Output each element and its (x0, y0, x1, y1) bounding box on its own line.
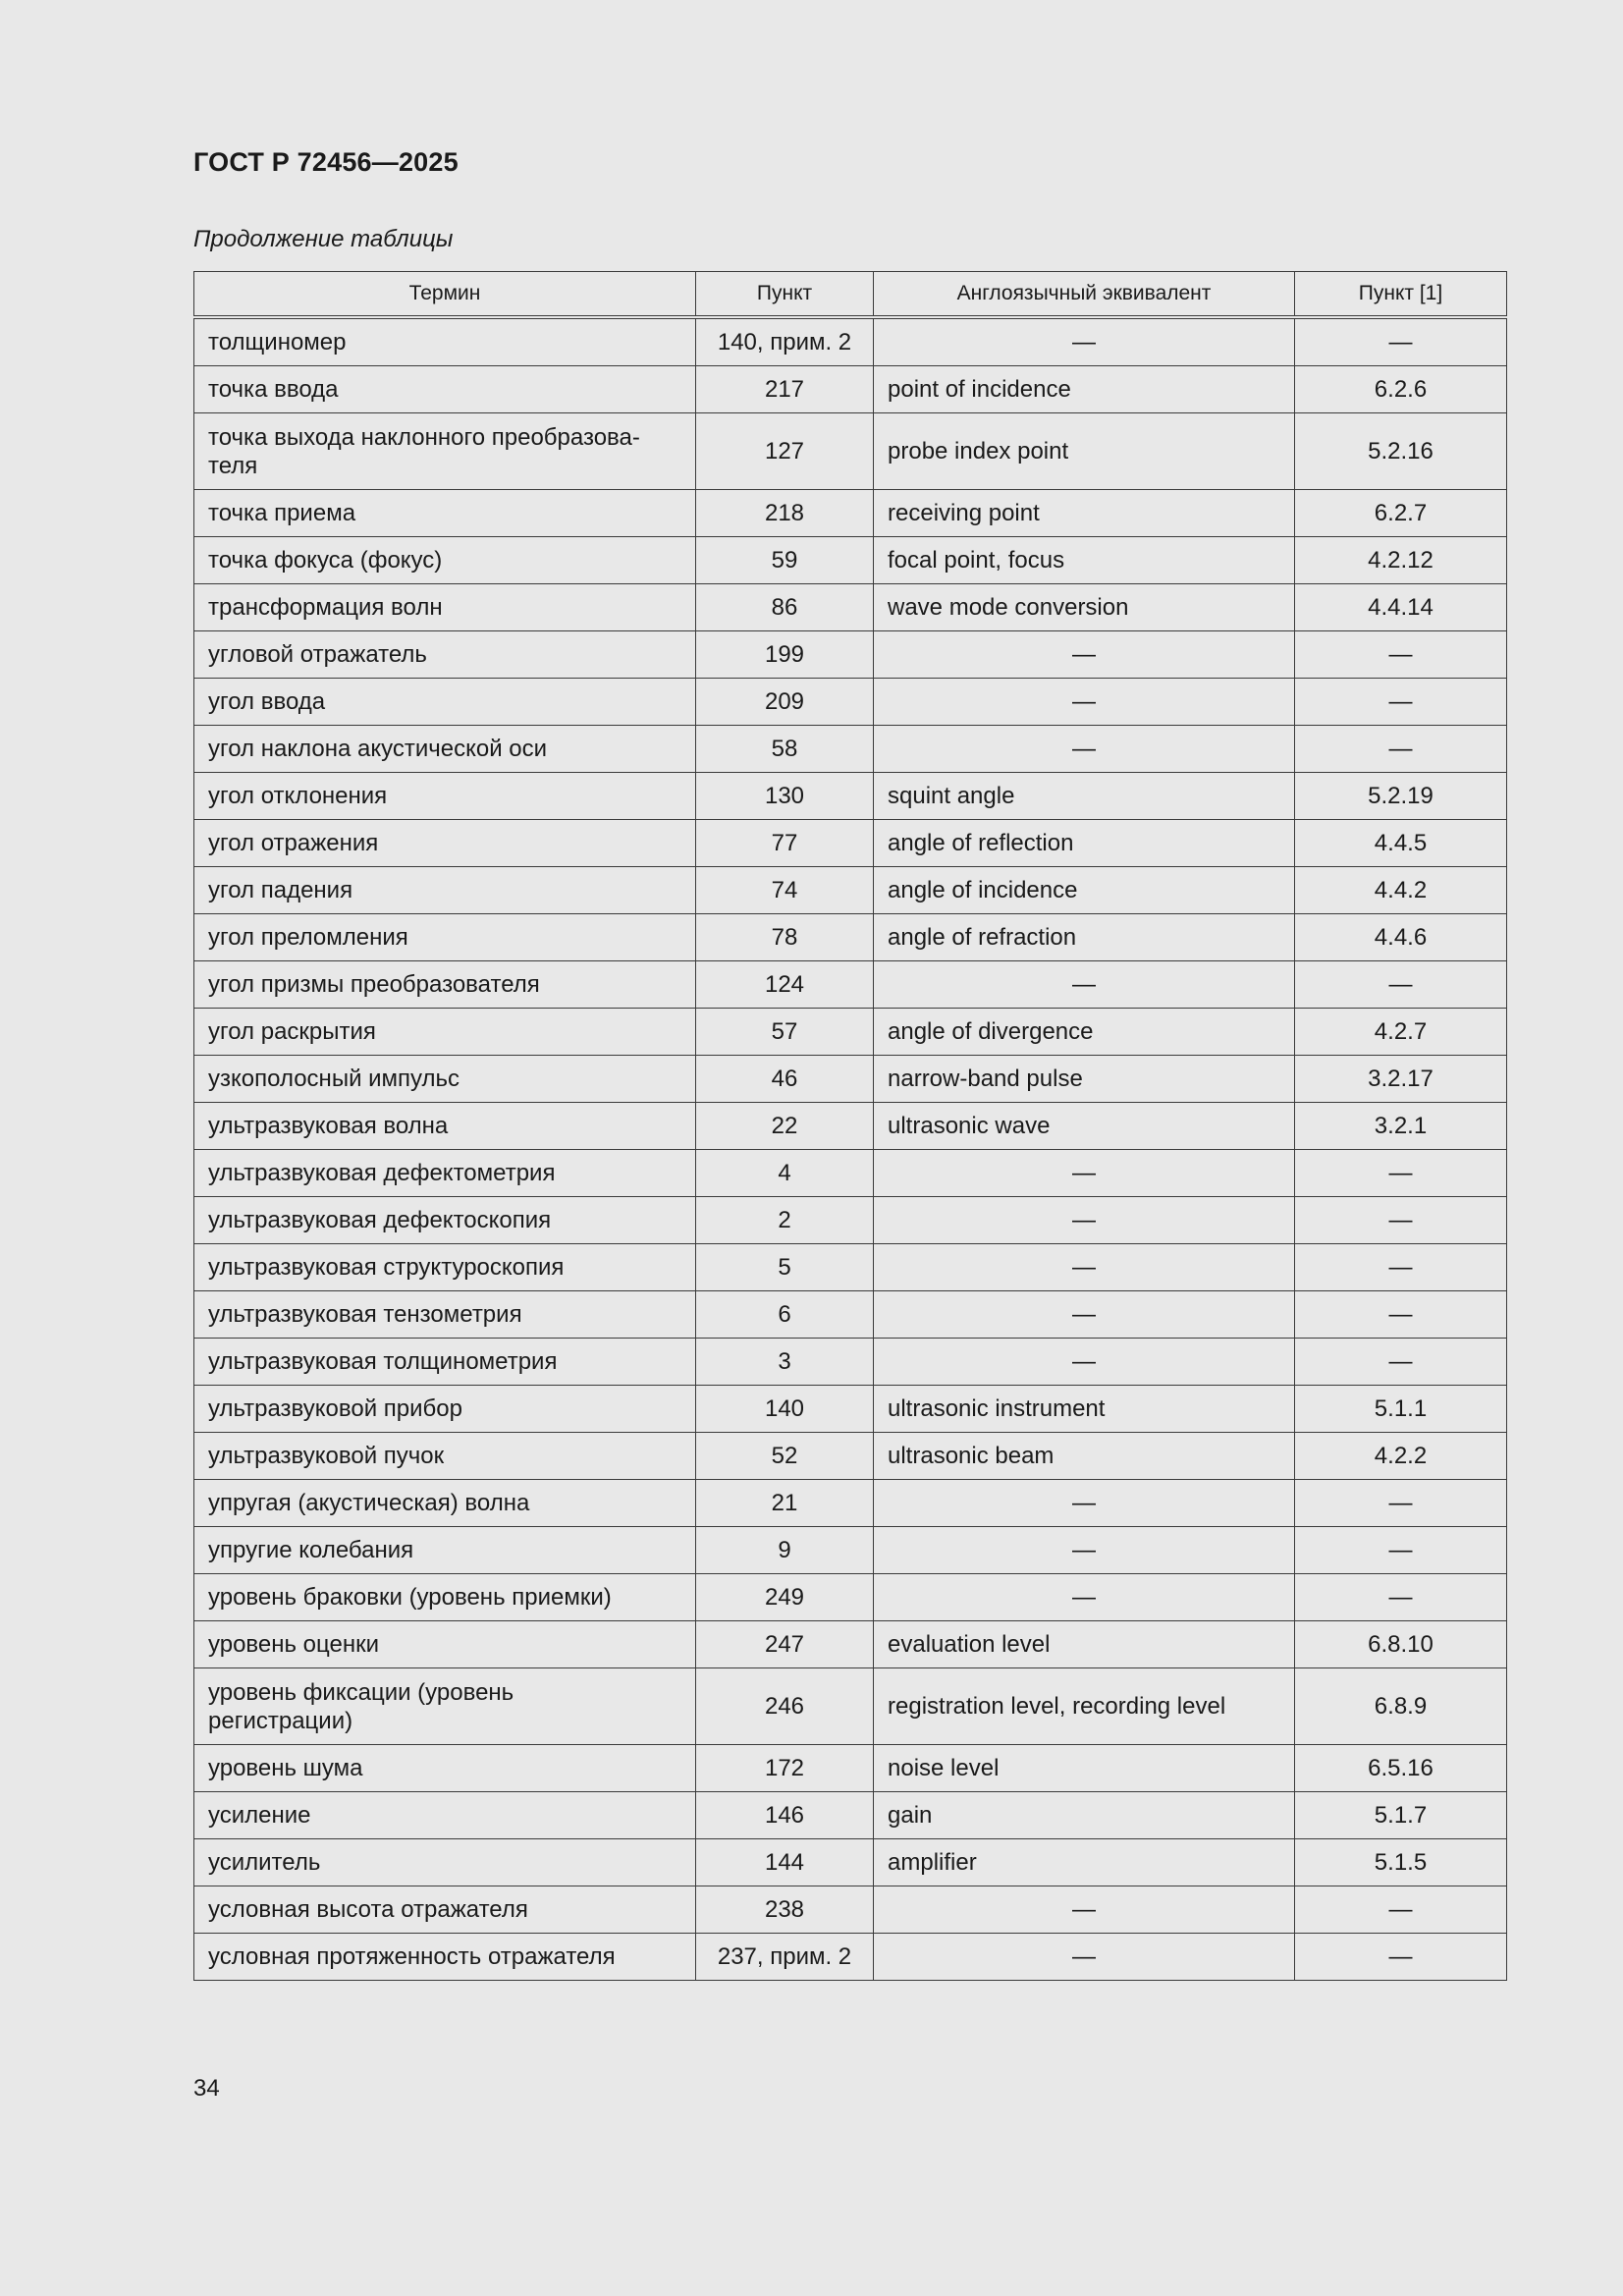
column-header-clause: Пункт (696, 272, 874, 318)
clause-cell: 209 (696, 679, 874, 726)
term-cell: толщиномер (194, 317, 696, 366)
term-cell: угол преломления (194, 914, 696, 961)
clause-cell: 127 (696, 413, 874, 490)
english-equivalent-cell: angle of incidence (874, 867, 1295, 914)
reference-clause-cell: — (1295, 961, 1507, 1009)
table-row (194, 1745, 1507, 1792)
table-row (194, 537, 1507, 584)
term-cell: условная высота отражателя (194, 1886, 696, 1934)
table-row (194, 490, 1507, 537)
english-equivalent-cell: focal point, focus (874, 537, 1295, 584)
english-equivalent-cell: — (874, 1244, 1295, 1291)
column-header-term: Термин (194, 272, 696, 318)
table-row (194, 1291, 1507, 1339)
clause-cell: 172 (696, 1745, 874, 1792)
table-row (194, 1839, 1507, 1886)
english-equivalent-cell: angle of divergence (874, 1009, 1295, 1056)
page-number: 34 (193, 2075, 220, 2102)
reference-clause-cell: 6.5.16 (1295, 1745, 1507, 1792)
english-equivalent-cell: — (874, 317, 1295, 366)
table-row (194, 366, 1507, 413)
english-equivalent-cell: gain (874, 1792, 1295, 1839)
reference-clause-cell: 5.2.16 (1295, 413, 1507, 490)
clause-cell: 78 (696, 914, 874, 961)
reference-clause-cell: 4.4.5 (1295, 820, 1507, 867)
table-row (194, 1574, 1507, 1621)
english-equivalent-cell: — (874, 631, 1295, 679)
clause-cell: 238 (696, 1886, 874, 1934)
table-row (194, 679, 1507, 726)
english-equivalent-cell: — (874, 1291, 1295, 1339)
english-equivalent-cell: — (874, 1480, 1295, 1527)
english-equivalent-cell: evaluation level (874, 1621, 1295, 1668)
term-cell: угол падения (194, 867, 696, 914)
term-cell: угол раскрытия (194, 1009, 696, 1056)
english-equivalent-cell: — (874, 961, 1295, 1009)
clause-cell: 86 (696, 584, 874, 631)
term-cell: угол отклонения (194, 773, 696, 820)
english-equivalent-cell: probe index point (874, 413, 1295, 490)
english-equivalent-cell: — (874, 679, 1295, 726)
clause-cell: 199 (696, 631, 874, 679)
english-equivalent-cell: wave mode conversion (874, 584, 1295, 631)
term-cell: упругие колебания (194, 1527, 696, 1574)
table-row (194, 1339, 1507, 1386)
term-cell: уровень шума (194, 1745, 696, 1792)
table-row (194, 413, 1507, 490)
table-row (194, 1527, 1507, 1574)
reference-clause-cell: 6.2.7 (1295, 490, 1507, 537)
term-cell: точка фокуса (фокус) (194, 537, 696, 584)
table-row (194, 1386, 1507, 1433)
english-equivalent-cell: squint angle (874, 773, 1295, 820)
clause-cell: 3 (696, 1339, 874, 1386)
reference-clause-cell: 4.4.6 (1295, 914, 1507, 961)
table-row (194, 726, 1507, 773)
english-equivalent-cell: angle of reflection (874, 820, 1295, 867)
term-cell: точка выхода наклонного преобразова- теля (194, 413, 696, 490)
clause-cell: 144 (696, 1839, 874, 1886)
english-equivalent-cell: narrow-band pulse (874, 1056, 1295, 1103)
reference-clause-cell: — (1295, 1886, 1507, 1934)
clause-cell: 57 (696, 1009, 874, 1056)
term-cell: упругая (акустическая) волна (194, 1480, 696, 1527)
clause-cell: 2 (696, 1197, 874, 1244)
term-cell: ультразвуковая дефектоскопия (194, 1197, 696, 1244)
reference-clause-cell: 4.2.2 (1295, 1433, 1507, 1480)
reference-clause-cell: — (1295, 631, 1507, 679)
table-body (194, 317, 1507, 1981)
clause-cell: 77 (696, 820, 874, 867)
term-cell: угол ввода (194, 679, 696, 726)
reference-clause-cell: 6.8.9 (1295, 1668, 1507, 1745)
document-title: ГОСТ Р 72456—2025 (193, 147, 459, 177)
term-cell: уровень оценки (194, 1621, 696, 1668)
term-cell: угловой отражатель (194, 631, 696, 679)
term-cell: ультразвуковая волна (194, 1103, 696, 1150)
reference-clause-cell: 4.2.12 (1295, 537, 1507, 584)
table-row (194, 867, 1507, 914)
reference-clause-cell: — (1295, 1150, 1507, 1197)
clause-cell: 124 (696, 961, 874, 1009)
english-equivalent-cell: amplifier (874, 1839, 1295, 1886)
english-equivalent-cell: — (874, 1150, 1295, 1197)
english-equivalent-cell: — (874, 726, 1295, 773)
clause-cell: 5 (696, 1244, 874, 1291)
term-cell: уровень браковки (уровень приемки) (194, 1574, 696, 1621)
term-cell: усиление (194, 1792, 696, 1839)
table-row (194, 631, 1507, 679)
reference-clause-cell: 5.2.19 (1295, 773, 1507, 820)
term-cell: ультразвуковая дефектометрия (194, 1150, 696, 1197)
english-equivalent-cell: ultrasonic beam (874, 1433, 1295, 1480)
clause-cell: 74 (696, 867, 874, 914)
english-equivalent-cell: — (874, 1934, 1295, 1981)
clause-cell: 9 (696, 1527, 874, 1574)
clause-cell: 146 (696, 1792, 874, 1839)
reference-clause-cell: — (1295, 1527, 1507, 1574)
table-row (194, 1244, 1507, 1291)
term-cell: трансформация волн (194, 584, 696, 631)
clause-cell: 52 (696, 1433, 874, 1480)
english-equivalent-cell: angle of refraction (874, 914, 1295, 961)
english-equivalent-cell: ultrasonic wave (874, 1103, 1295, 1150)
table-row (194, 1150, 1507, 1197)
table-row (194, 1056, 1507, 1103)
table-row (194, 1792, 1507, 1839)
table-row (194, 961, 1507, 1009)
reference-clause-cell: 3.2.17 (1295, 1056, 1507, 1103)
english-equivalent-cell: registration level, recording level (874, 1668, 1295, 1745)
clause-cell: 140, прим. 2 (696, 317, 874, 366)
clause-cell: 22 (696, 1103, 874, 1150)
clause-cell: 246 (696, 1668, 874, 1745)
clause-cell: 130 (696, 773, 874, 820)
column-header-ref: Пункт [1] (1295, 272, 1507, 318)
reference-clause-cell: — (1295, 1197, 1507, 1244)
clause-cell: 58 (696, 726, 874, 773)
reference-clause-cell: 6.8.10 (1295, 1621, 1507, 1668)
term-cell: уровень фиксации (уровень регистрации) (194, 1668, 696, 1745)
reference-clause-cell: — (1295, 1339, 1507, 1386)
column-header-english: Англоязычный эквивалент (874, 272, 1295, 318)
table-row (194, 1480, 1507, 1527)
english-equivalent-cell: — (874, 1197, 1295, 1244)
table-row (194, 1668, 1507, 1745)
term-cell: узкополосный импульс (194, 1056, 696, 1103)
table-row (194, 1621, 1507, 1668)
reference-clause-cell: 5.1.7 (1295, 1792, 1507, 1839)
clause-cell: 237, прим. 2 (696, 1934, 874, 1981)
term-cell: угол наклона акустической оси (194, 726, 696, 773)
table-row (194, 1103, 1507, 1150)
reference-clause-cell: 5.1.1 (1295, 1386, 1507, 1433)
clause-cell: 249 (696, 1574, 874, 1621)
clause-cell: 218 (696, 490, 874, 537)
english-equivalent-cell: — (874, 1886, 1295, 1934)
term-cell: ультразвуковая структуроскопия (194, 1244, 696, 1291)
reference-clause-cell: 4.2.7 (1295, 1009, 1507, 1056)
english-equivalent-cell: noise level (874, 1745, 1295, 1792)
english-equivalent-cell: — (874, 1339, 1295, 1386)
term-cell: угол призмы преобразователя (194, 961, 696, 1009)
reference-clause-cell: 5.1.5 (1295, 1839, 1507, 1886)
term-cell: ультразвуковой прибор (194, 1386, 696, 1433)
term-cell: ультразвуковая тензометрия (194, 1291, 696, 1339)
term-cell: усилитель (194, 1839, 696, 1886)
term-cell: точка приема (194, 490, 696, 537)
term-cell: ультразвуковая толщинометрия (194, 1339, 696, 1386)
reference-clause-cell: 4.4.2 (1295, 867, 1507, 914)
clause-cell: 247 (696, 1621, 874, 1668)
clause-cell: 59 (696, 537, 874, 584)
reference-clause-cell: — (1295, 1934, 1507, 1981)
table-row (194, 1886, 1507, 1934)
reference-clause-cell: — (1295, 1480, 1507, 1527)
clause-cell: 140 (696, 1386, 874, 1433)
table-row (194, 1433, 1507, 1480)
table-row (194, 773, 1507, 820)
clause-cell: 6 (696, 1291, 874, 1339)
term-cell: точка ввода (194, 366, 696, 413)
reference-clause-cell: — (1295, 726, 1507, 773)
reference-clause-cell: — (1295, 679, 1507, 726)
english-equivalent-cell: receiving point (874, 490, 1295, 537)
term-cell: ультразвуковой пучок (194, 1433, 696, 1480)
table-row (194, 584, 1507, 631)
reference-clause-cell: 4.4.14 (1295, 584, 1507, 631)
clause-cell: 217 (696, 366, 874, 413)
clause-cell: 4 (696, 1150, 874, 1197)
table-row (194, 914, 1507, 961)
reference-clause-cell: — (1295, 1244, 1507, 1291)
reference-clause-cell: — (1295, 317, 1507, 366)
table-row (194, 1197, 1507, 1244)
terms-table (193, 271, 1507, 1981)
reference-clause-cell: 3.2.1 (1295, 1103, 1507, 1150)
reference-clause-cell: — (1295, 1291, 1507, 1339)
term-cell: условная протяженность отражателя (194, 1934, 696, 1981)
english-equivalent-cell: point of incidence (874, 366, 1295, 413)
english-equivalent-cell: — (874, 1574, 1295, 1621)
reference-clause-cell: — (1295, 1574, 1507, 1621)
table-header-row (194, 272, 1507, 318)
english-equivalent-cell: — (874, 1527, 1295, 1574)
table-row (194, 1934, 1507, 1981)
clause-cell: 21 (696, 1480, 874, 1527)
term-cell: угол отражения (194, 820, 696, 867)
table-row (194, 1009, 1507, 1056)
table-continuation-caption: Продолжение таблицы (193, 226, 454, 252)
english-equivalent-cell: ultrasonic instrument (874, 1386, 1295, 1433)
clause-cell: 46 (696, 1056, 874, 1103)
table-row (194, 317, 1507, 366)
table-row (194, 820, 1507, 867)
reference-clause-cell: 6.2.6 (1295, 366, 1507, 413)
